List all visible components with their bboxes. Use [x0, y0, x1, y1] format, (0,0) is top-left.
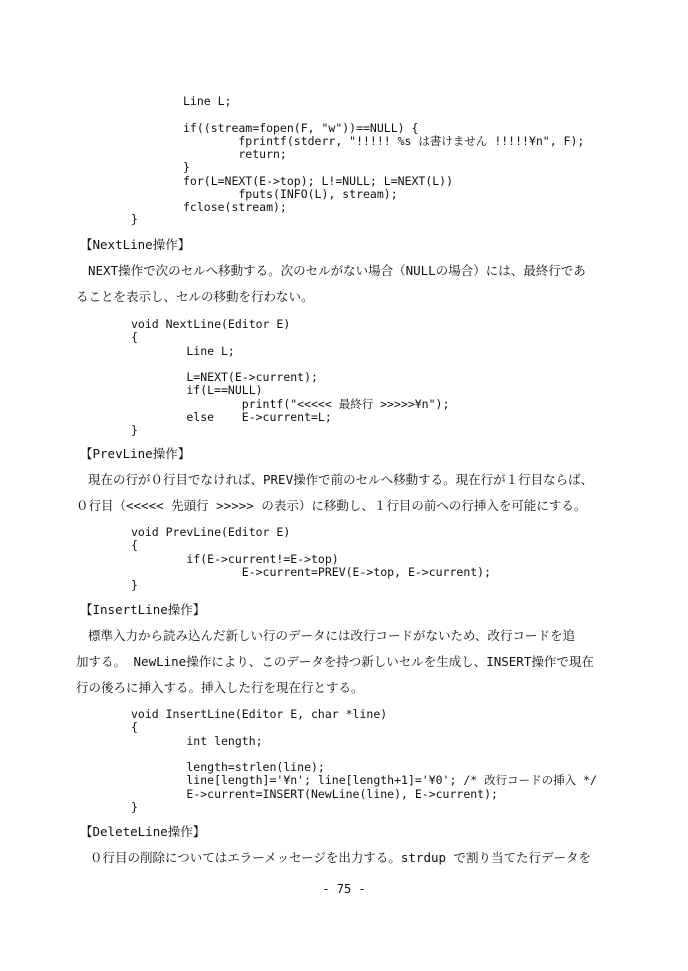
- code-block-write-file: Line L; if((stream=fopen(F, "w"))==NULL) { fprintf(stderr, "!!!!! %s は書けません !!!!!¥n", F); return; } for(L=NEXT(E->top); L!=NULL; L=NEXT(L)) fputs(INFO(L), stream); fclose(stream);: [183, 94, 585, 215]
- paragraph-insertline: [76, 623, 628, 701]
- section-heading-insertline: 【InsertLine操作】: [80, 602, 206, 617]
- section-heading-deleteline: 【DeleteLine操作】: [80, 824, 206, 839]
- code-block-closing-brace: }: [131, 212, 138, 226]
- section-heading-nextline: 【NextLine操作】: [80, 237, 191, 252]
- paragraph-line: 加する。 NewLine操作により、このデータを持つ新しいセルを生成し、INSERT操作で現在: [76, 654, 594, 669]
- code-block-insertline: void InsertLine(Editor E, char *line) { int length; length=strlen(line); line[length]='¥n'; line[length+1]='¥0'; /* 改行コードの挿入 */ E->current=INSERT(NewLine(line), E->current); }: [131, 707, 597, 815]
- paragraph-prevline: [76, 467, 628, 519]
- paragraph-deleteline: [90, 845, 630, 871]
- paragraph-line: ０行目の削除についてはエラーメッセージを出力する。strdup で割り当てた行データを: [90, 850, 592, 865]
- paragraph-line: ることを表示し、セルの移動を行わない。: [76, 289, 314, 304]
- section-heading-prevline: 【PrevLine操作】: [80, 446, 191, 461]
- paragraph-line: NEXT操作で次のセルへ移動する。次のセルがない場合（NULLの場合）には、最終行であ: [88, 263, 586, 278]
- code-block-nextline: void NextLine(Editor E) { Line L; L=NEXT(E->current); if(L==NULL) printf("<<<<< 最終行 >>>>>¥n"); else E->current=L; }: [131, 317, 450, 438]
- paragraph-line: 行の後ろに挿入する。挿入した行を現在行とする。: [76, 680, 364, 695]
- paragraph-line: 現在の行が０行目でなければ、PREV操作で前のセルへ移動する。現在行が１行目ならば、: [88, 472, 594, 487]
- paragraph-line: ０行目（<<<<< 先頭行 >>>>> の表示）に移動し、１行目の前への行挿入を可能にする。: [76, 498, 587, 513]
- code-block-prevline: void PrevLine(Editor E) { if(E->current!=E->top) E->current=PREV(E->top, E->current); }: [131, 525, 492, 593]
- paragraph-line: 標準入力から読み込んだ新しい行のデータには改行コードがないため、改行コードを追: [88, 628, 576, 643]
- paragraph-nextline: [76, 258, 628, 310]
- page-number: - 75 -: [322, 882, 366, 896]
